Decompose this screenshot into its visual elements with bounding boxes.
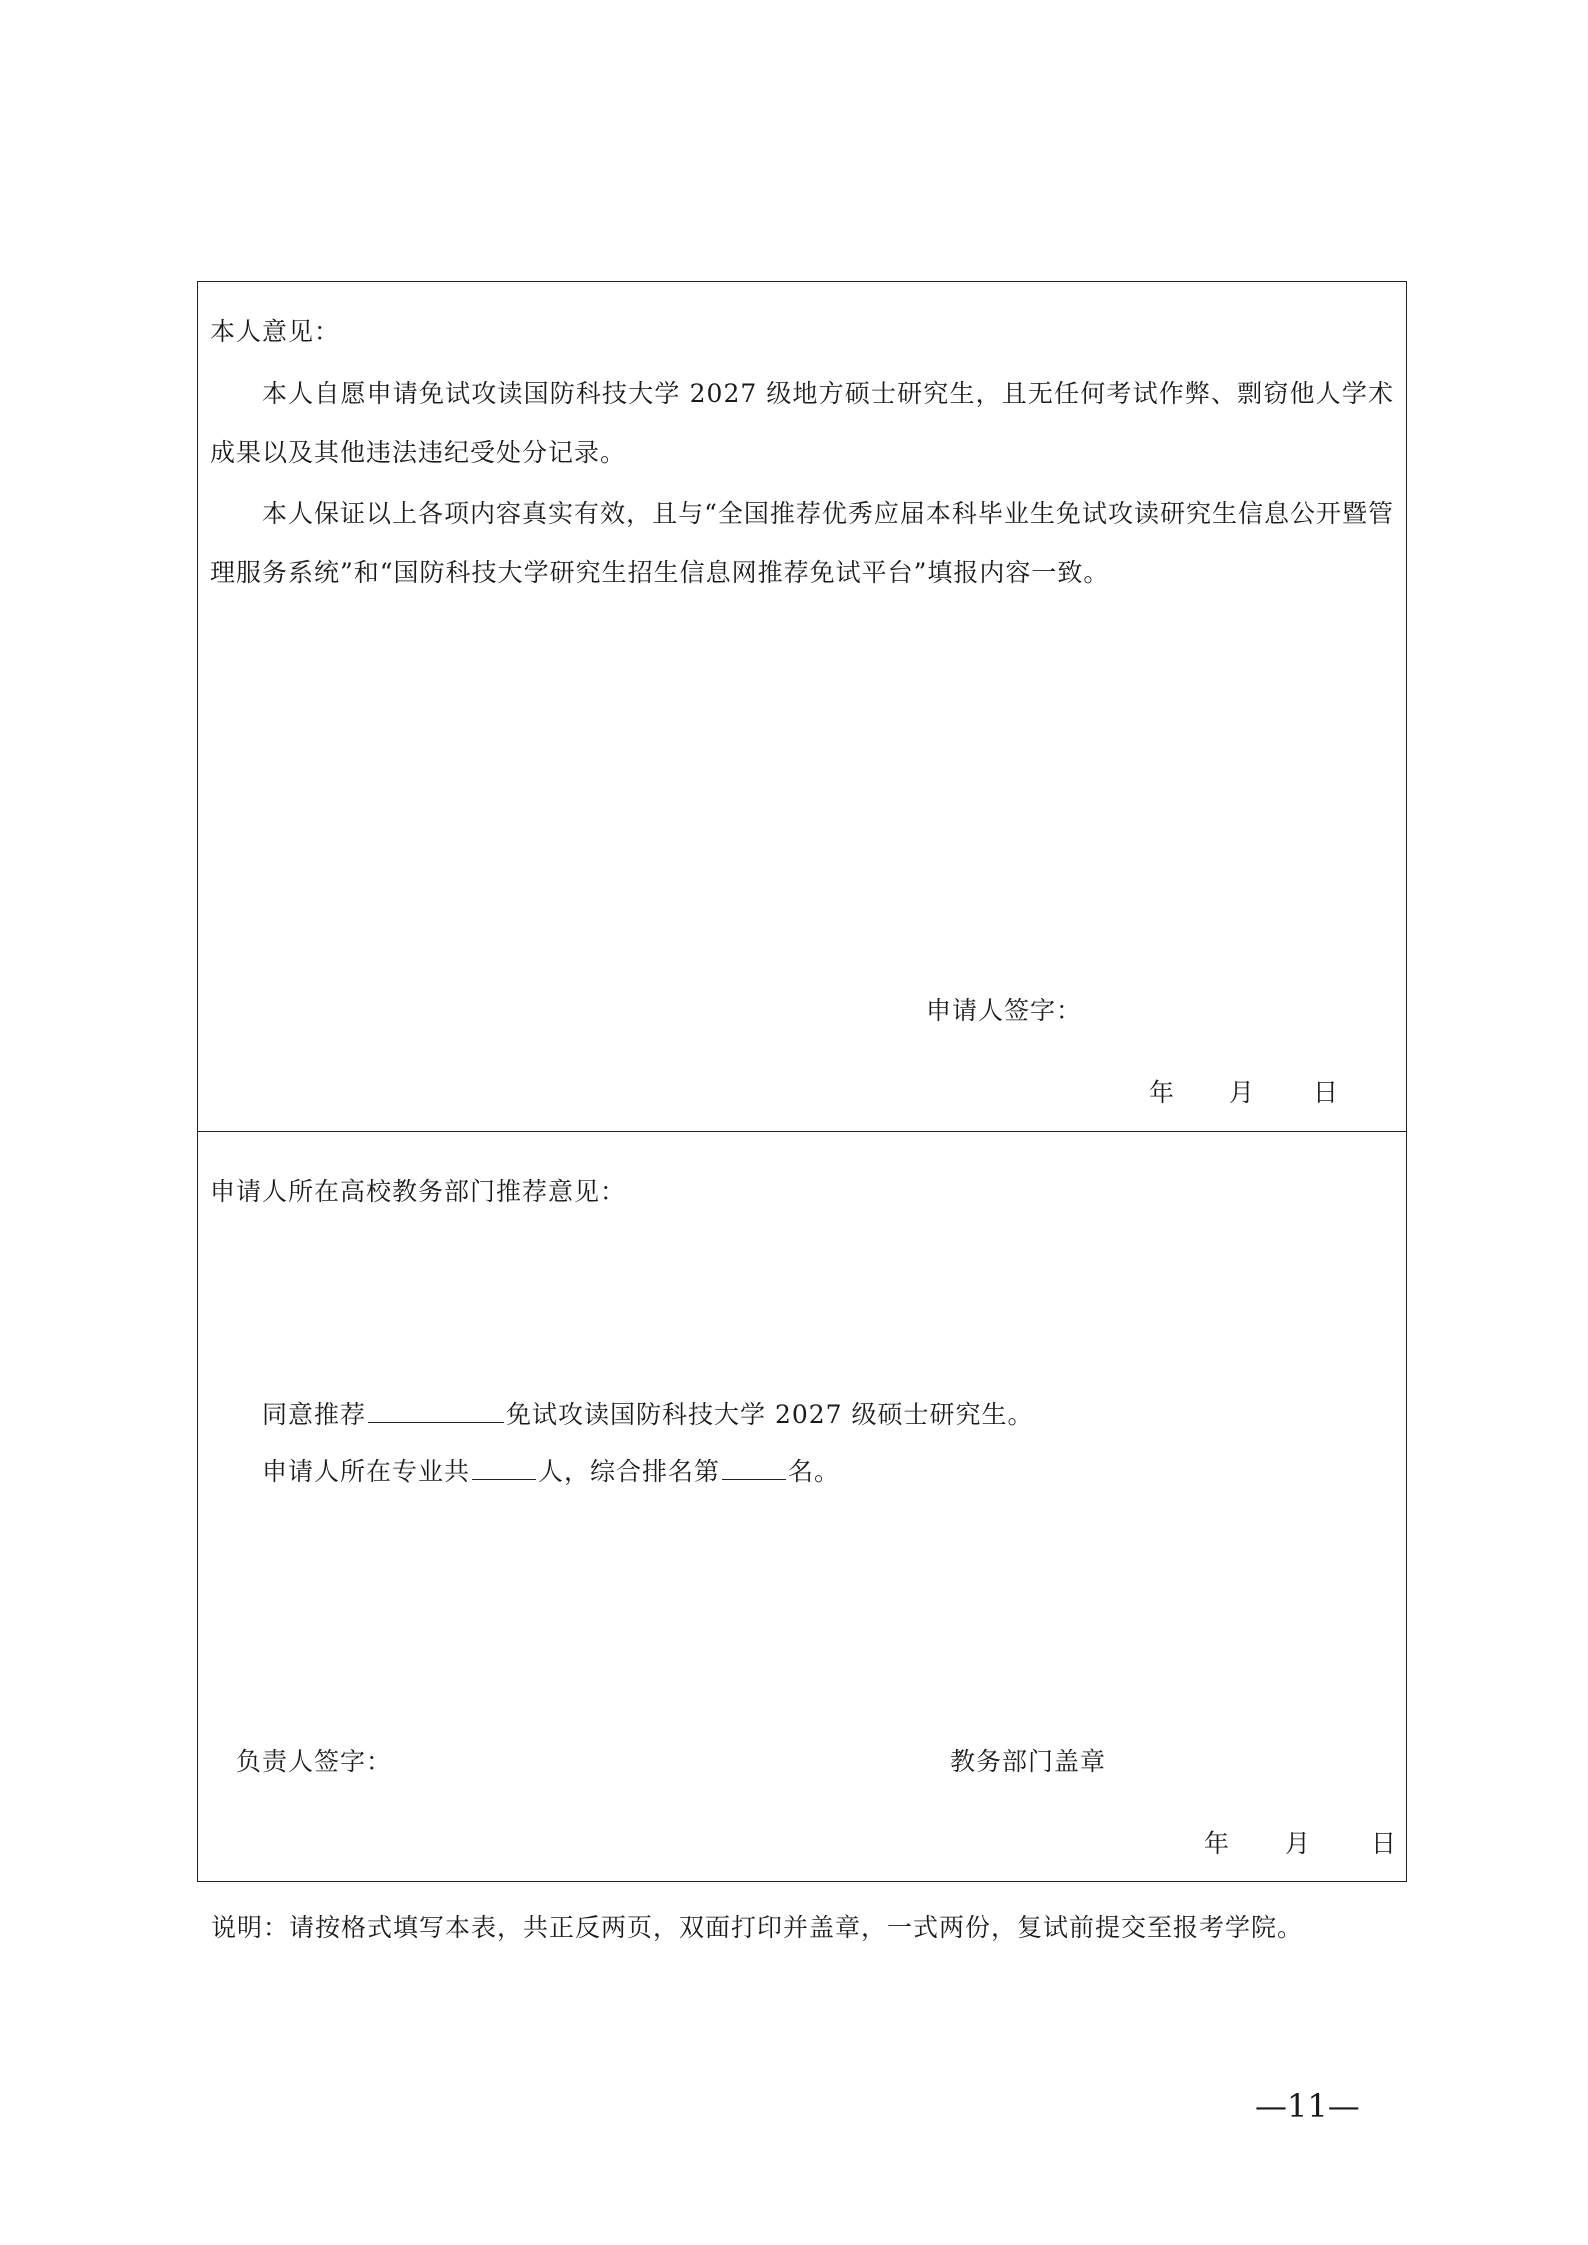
major-total-count-blank[interactable] <box>472 1457 536 1480</box>
applicant-signature-label: 申请人签字： <box>926 996 1083 1025</box>
recommendation-date-day: 日 <box>1371 1829 1397 1858</box>
form-note: 说明：请按格式填写本表，共正反两页，双面打印并盖章，一式两份，复试前提交至报考学院。 <box>211 1913 1304 1942</box>
recommendation-line-2-middle: 人，综合排名第 <box>538 1457 721 1486</box>
recommendation-line-1 <box>262 1400 1034 1427</box>
applicant-date-month: 月 <box>1229 1078 1255 1107</box>
academic-affairs-stamp-label: 教务部门盖章 <box>950 1747 1107 1776</box>
recommendation-date-row <box>198 1824 1408 1858</box>
recommendation-date-year: 年 <box>1204 1829 1230 1858</box>
page-number: —11— <box>1255 2087 1360 2125</box>
applicant-date-year: 年 <box>1149 1078 1175 1107</box>
overall-rank-blank[interactable] <box>722 1457 786 1480</box>
application-form-table <box>197 281 1407 1882</box>
personal-opinion-paragraph-1: 本人自愿申请免试攻读国防科技大学 2027 级地方硕士研究生，且无任何考试作弊、剽窃他人学术成果以及其他违法违纪受处分记录。 <box>210 379 1394 467</box>
recommended-name-blank[interactable] <box>368 1400 504 1423</box>
recommendation-line-1-prefix: 同意推荐 <box>262 1400 367 1429</box>
recommendation-line-2-prefix: 申请人所在专业共 <box>262 1457 471 1486</box>
personal-opinion-paragraph-2: 本人保证以上各项内容真实有效，且与“全国推荐优秀应届本科毕业生免试攻读研究生信息公开暨管理服务系统”和“国防科技大学研究生招生信息网推荐免试平台”填报内容一致。 <box>210 499 1394 587</box>
applicant-date-day: 日 <box>1313 1078 1339 1107</box>
personal-opinion-heading: 本人意见： <box>210 317 341 346</box>
applicant-date-row <box>198 1073 1408 1107</box>
responsible-person-signature-label: 负责人签字： <box>236 1747 393 1776</box>
recommendation-line-2 <box>262 1457 840 1484</box>
recommendation-heading: 申请人所在高校教务部门推荐意见： <box>210 1177 627 1206</box>
recommendation-date-month: 月 <box>1285 1829 1311 1858</box>
section-divider <box>198 1131 1406 1132</box>
recommendation-line-1-suffix: 免试攻读国防科技大学 2027 级硕士研究生。 <box>506 1400 1034 1429</box>
recommendation-line-2-suffix: 名。 <box>788 1457 841 1486</box>
